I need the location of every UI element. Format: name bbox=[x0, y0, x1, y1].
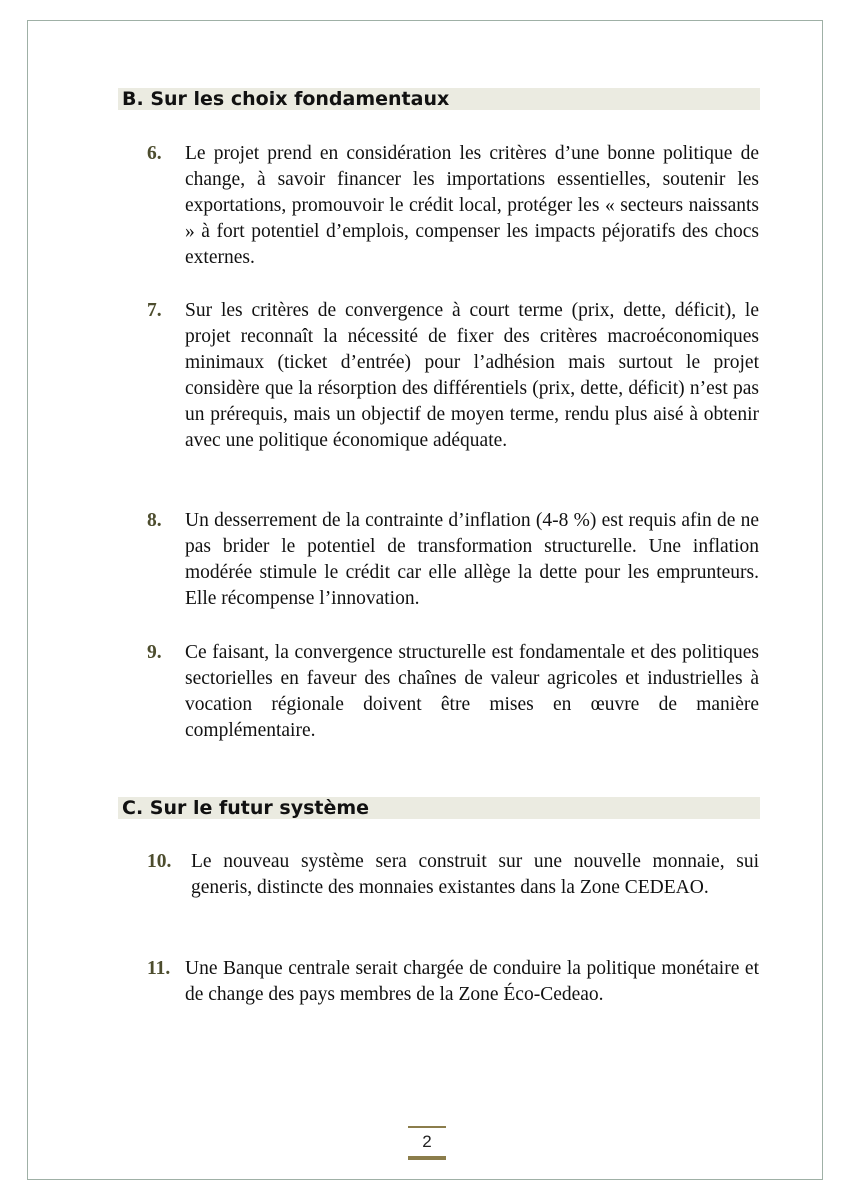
item-text: Sur les critères de convergence à court terme (prix, dette, déficit), le projet reconnaît la nécessité de fixer des critères macroéconomiques minimaux (ticket d’entrée) pour l’adhésion mais surtout le projet considère que la résorption des différentiels (prix, dette, déficit) n’est pas un prérequis, mais un objectif de moyen terme, rendu plus aisé à obtenir avec une politique économique adéquate. bbox=[185, 300, 759, 451]
list-item bbox=[147, 508, 759, 612]
item-number: 10. bbox=[147, 851, 172, 872]
item-text: Le nouveau système sera construit sur une nouvelle monnaie, sui generis, distincte des monnaies existantes dans la Zone CEDEAO. bbox=[191, 851, 759, 898]
item-text: Un desserrement de la contrainte d’inflation (4-8 %) est requis afin de ne pas brider le potentiel de transformation structurelle. Une inflation modérée stimule le crédit car elle allège la dette pour les emprunteurs. Elle récompense l’innovation. bbox=[185, 510, 759, 609]
item-number: 7. bbox=[147, 300, 162, 321]
item-text: Le projet prend en considération les critères d’une bonne politique de change, à savoir financer les importations essentielles, soutenir les exportations, promouvoir le crédit local, protéger les « secteurs naissants » à fort potentiel d’emplois, compenser les impacts péjoratifs des chocs externes. bbox=[185, 143, 759, 268]
section-header-c bbox=[118, 797, 760, 819]
section-title: Sur le futur système bbox=[149, 797, 370, 819]
list-item bbox=[147, 141, 759, 271]
item-text: Une Banque centrale serait chargée de conduire la politique monétaire et de change des pays membres de la Zone Éco-Cedeao. bbox=[185, 958, 759, 1005]
item-number: 11. bbox=[147, 958, 171, 979]
page-number-rule-top bbox=[408, 1126, 446, 1128]
page-number: 2 bbox=[422, 1132, 432, 1151]
section-letter: C. bbox=[122, 797, 144, 819]
item-number: 6. bbox=[147, 143, 162, 164]
section-header-b bbox=[118, 88, 760, 110]
list-item bbox=[147, 298, 759, 454]
list-item bbox=[147, 640, 759, 744]
section-title: Sur les choix fondamentaux bbox=[150, 88, 450, 110]
list-item bbox=[147, 956, 759, 1008]
item-number: 8. bbox=[147, 510, 162, 531]
page-number-rule-bottom bbox=[408, 1156, 446, 1160]
section-letter: B. bbox=[122, 88, 144, 110]
list-item bbox=[147, 849, 759, 901]
item-text: Ce faisant, la convergence structurelle est fondamentale et des politiques sectorielles en faveur des chaînes de valeur agricoles et industrielles à vocation régionale doivent être mises en œuvre de manière complémentaire. bbox=[185, 642, 759, 741]
item-number: 9. bbox=[147, 642, 162, 663]
